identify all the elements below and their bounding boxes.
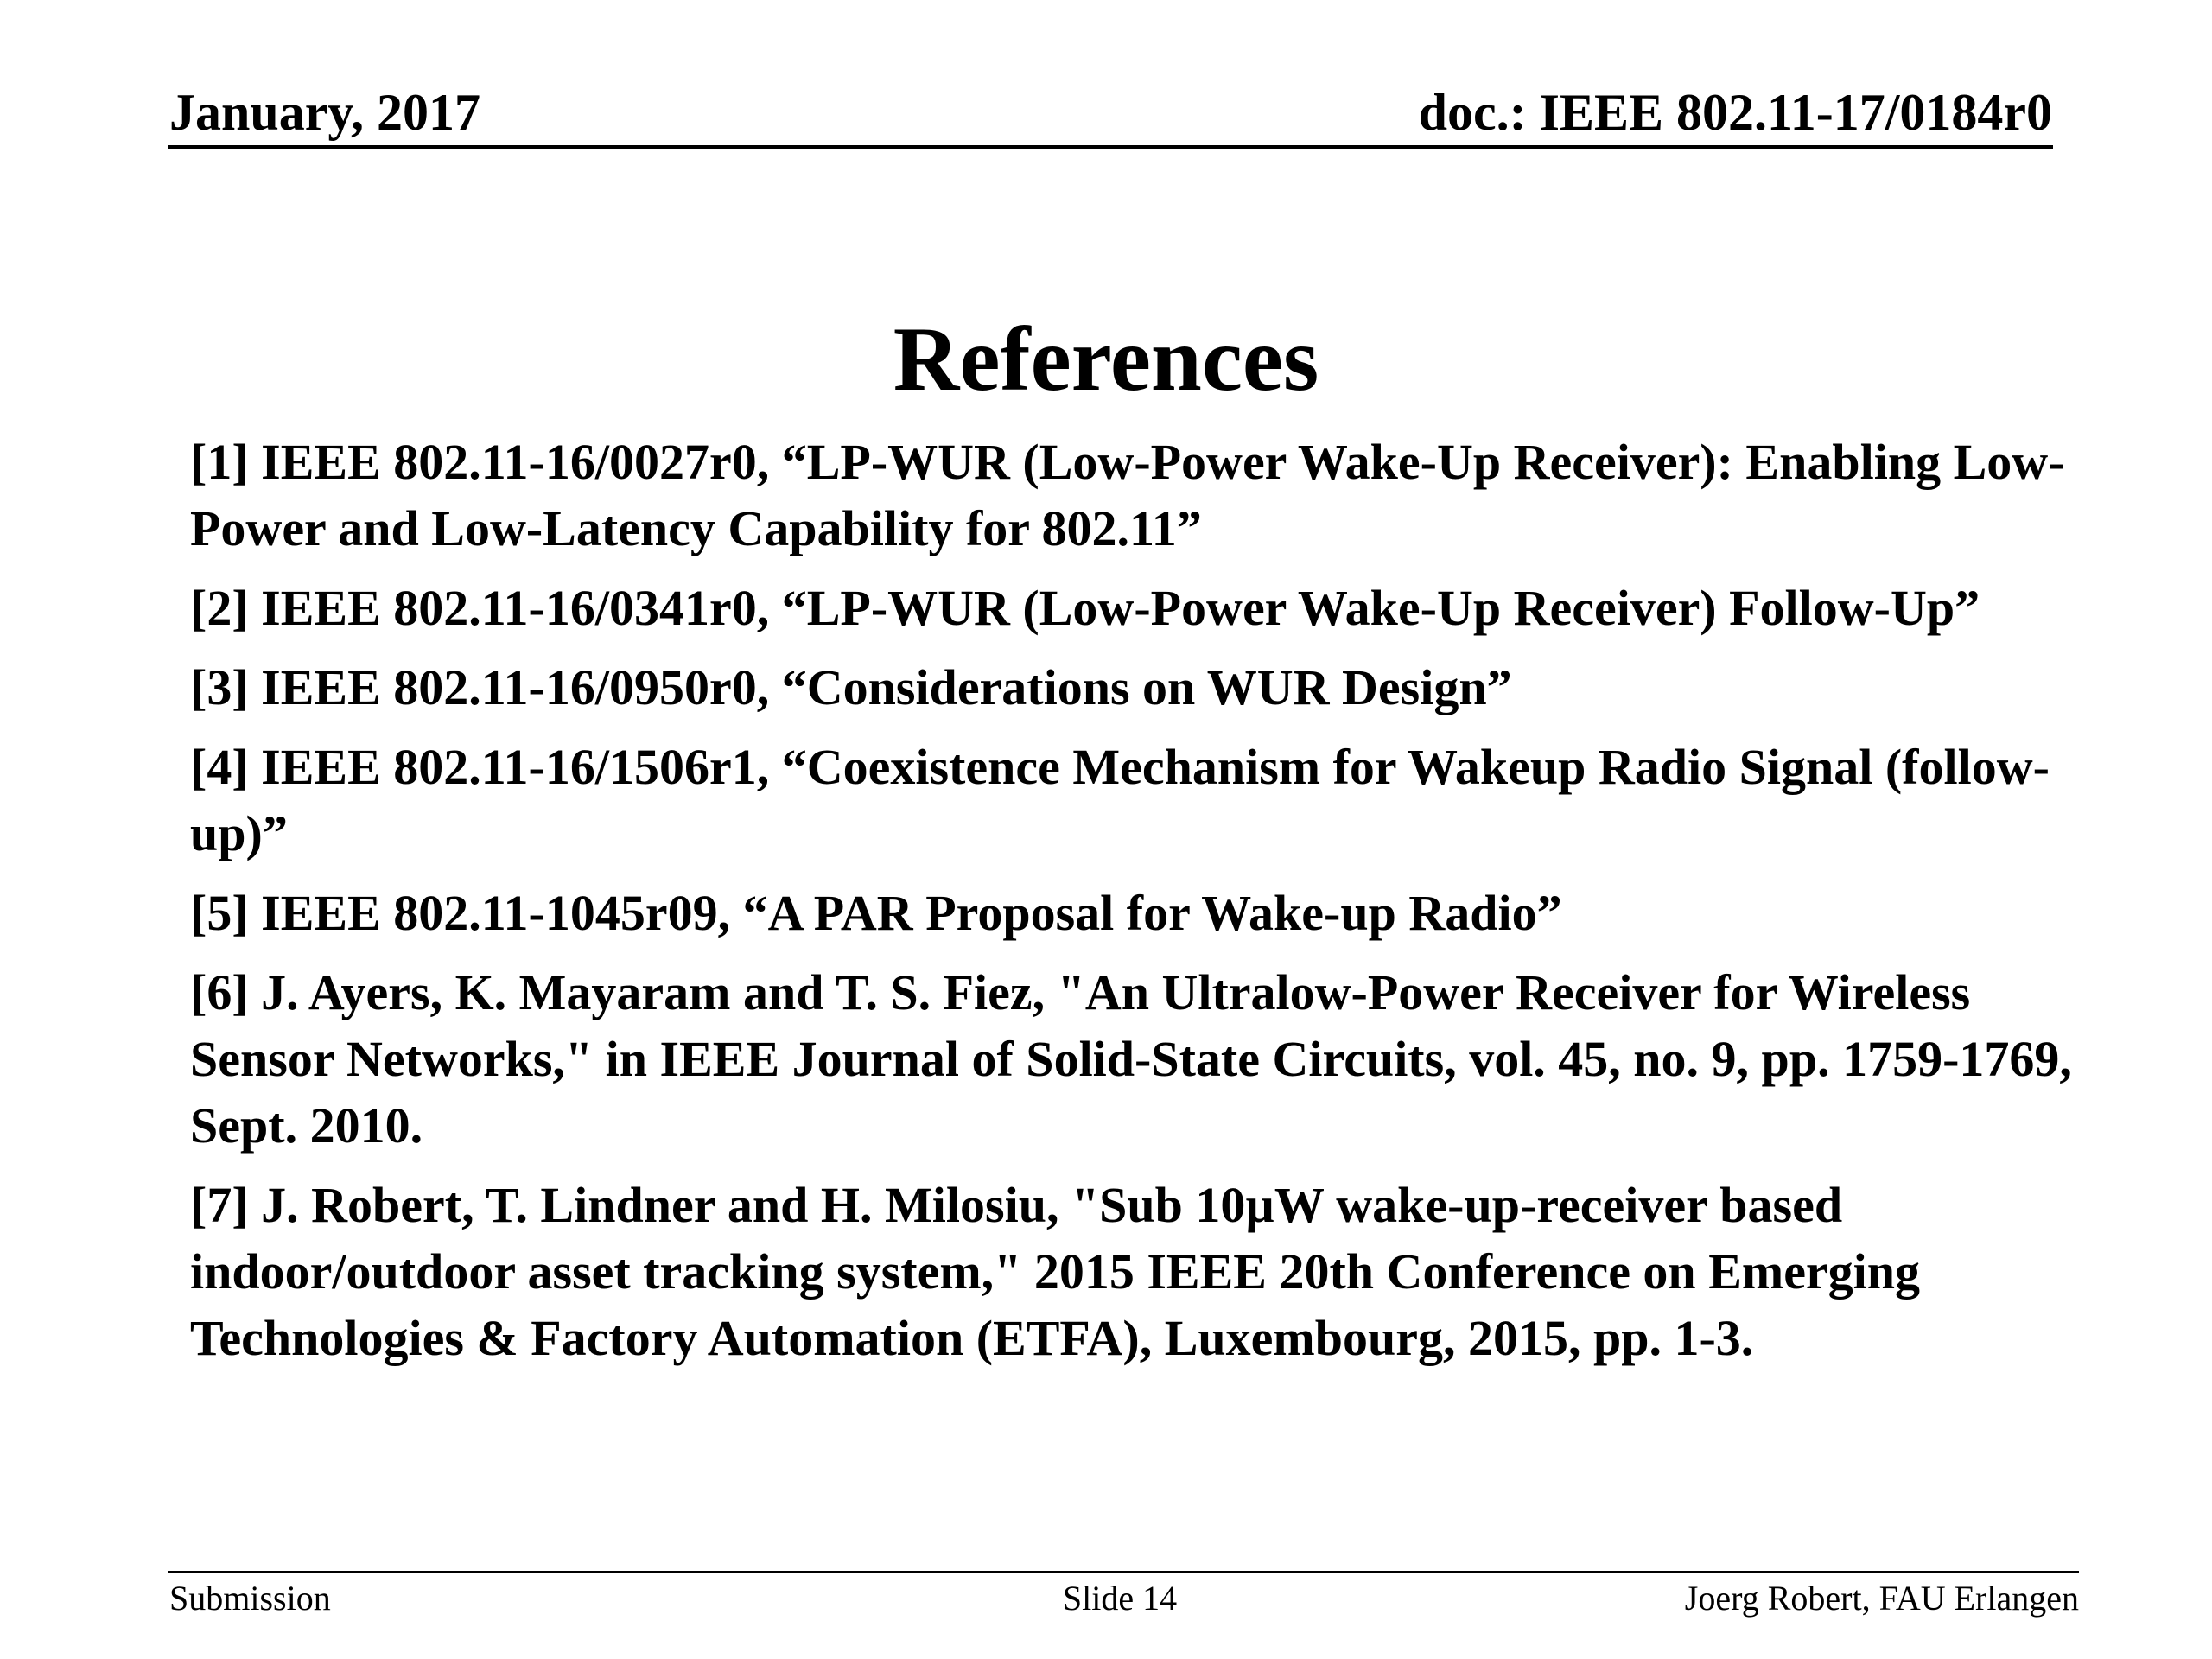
slide-title: References xyxy=(893,308,1319,410)
header-divider xyxy=(168,145,2053,149)
footer-slide-number: Slide 14 xyxy=(1062,1579,1178,1618)
header-doc-id: doc.: IEEE 802.11-17/0184r0 xyxy=(1418,84,2052,141)
reference-item-2: [2] IEEE 802.11-16/0341r0, “LP-WUR (Low-Power Wake-Up Receiver) Follow-Up” xyxy=(190,580,1980,636)
reference-item-5: [5] IEEE 802.11-1045r09, “A PAR Proposal for Wake-up Radio” xyxy=(190,885,1562,941)
reference-item-6: [6] J. Ayers, K. Mayaram and T. S. Fiez, "An Ultralow-Power Receiver for Wireless Sensor Networks," in IEEE Journal of Solid-State Circuits, vol. 45, no. 9, pp. 1759-1769, Sept. 2010. xyxy=(190,964,2072,1154)
reference-item-1: [1] IEEE 802.11-16/0027r0, “LP-WUR (Low-Power Wake-Up Receiver): Enabling Low-Power and Low-Latency Capability for 802.11” xyxy=(190,434,2065,556)
footer-divider xyxy=(168,1571,2079,1573)
reference-item-4: [4] IEEE 802.11-16/1506r1, “Coexistence Mechanism for Wakeup Radio Signal (follow-up)” xyxy=(190,739,2050,861)
reference-item-7: [7] J. Robert, T. Lindner and H. Milosiu, "Sub 10µW wake-up-receiver based indoor/outdoor asset tracking system," 2015 IEEE 20th Conference on Emerging Technologies & Factory Automation (ETFA), Luxembourg, 2015, pp. 1-3. xyxy=(190,1177,1921,1366)
reference-list xyxy=(190,429,2074,1384)
reference-item-3: [3] IEEE 802.11-16/0950r0, “Considerations on WUR Design” xyxy=(190,659,1512,715)
footer-author: Joerg Robert, FAU Erlangen xyxy=(1684,1579,2079,1618)
header-date: January, 2017 xyxy=(169,84,481,141)
footer-submission: Submission xyxy=(169,1579,331,1618)
